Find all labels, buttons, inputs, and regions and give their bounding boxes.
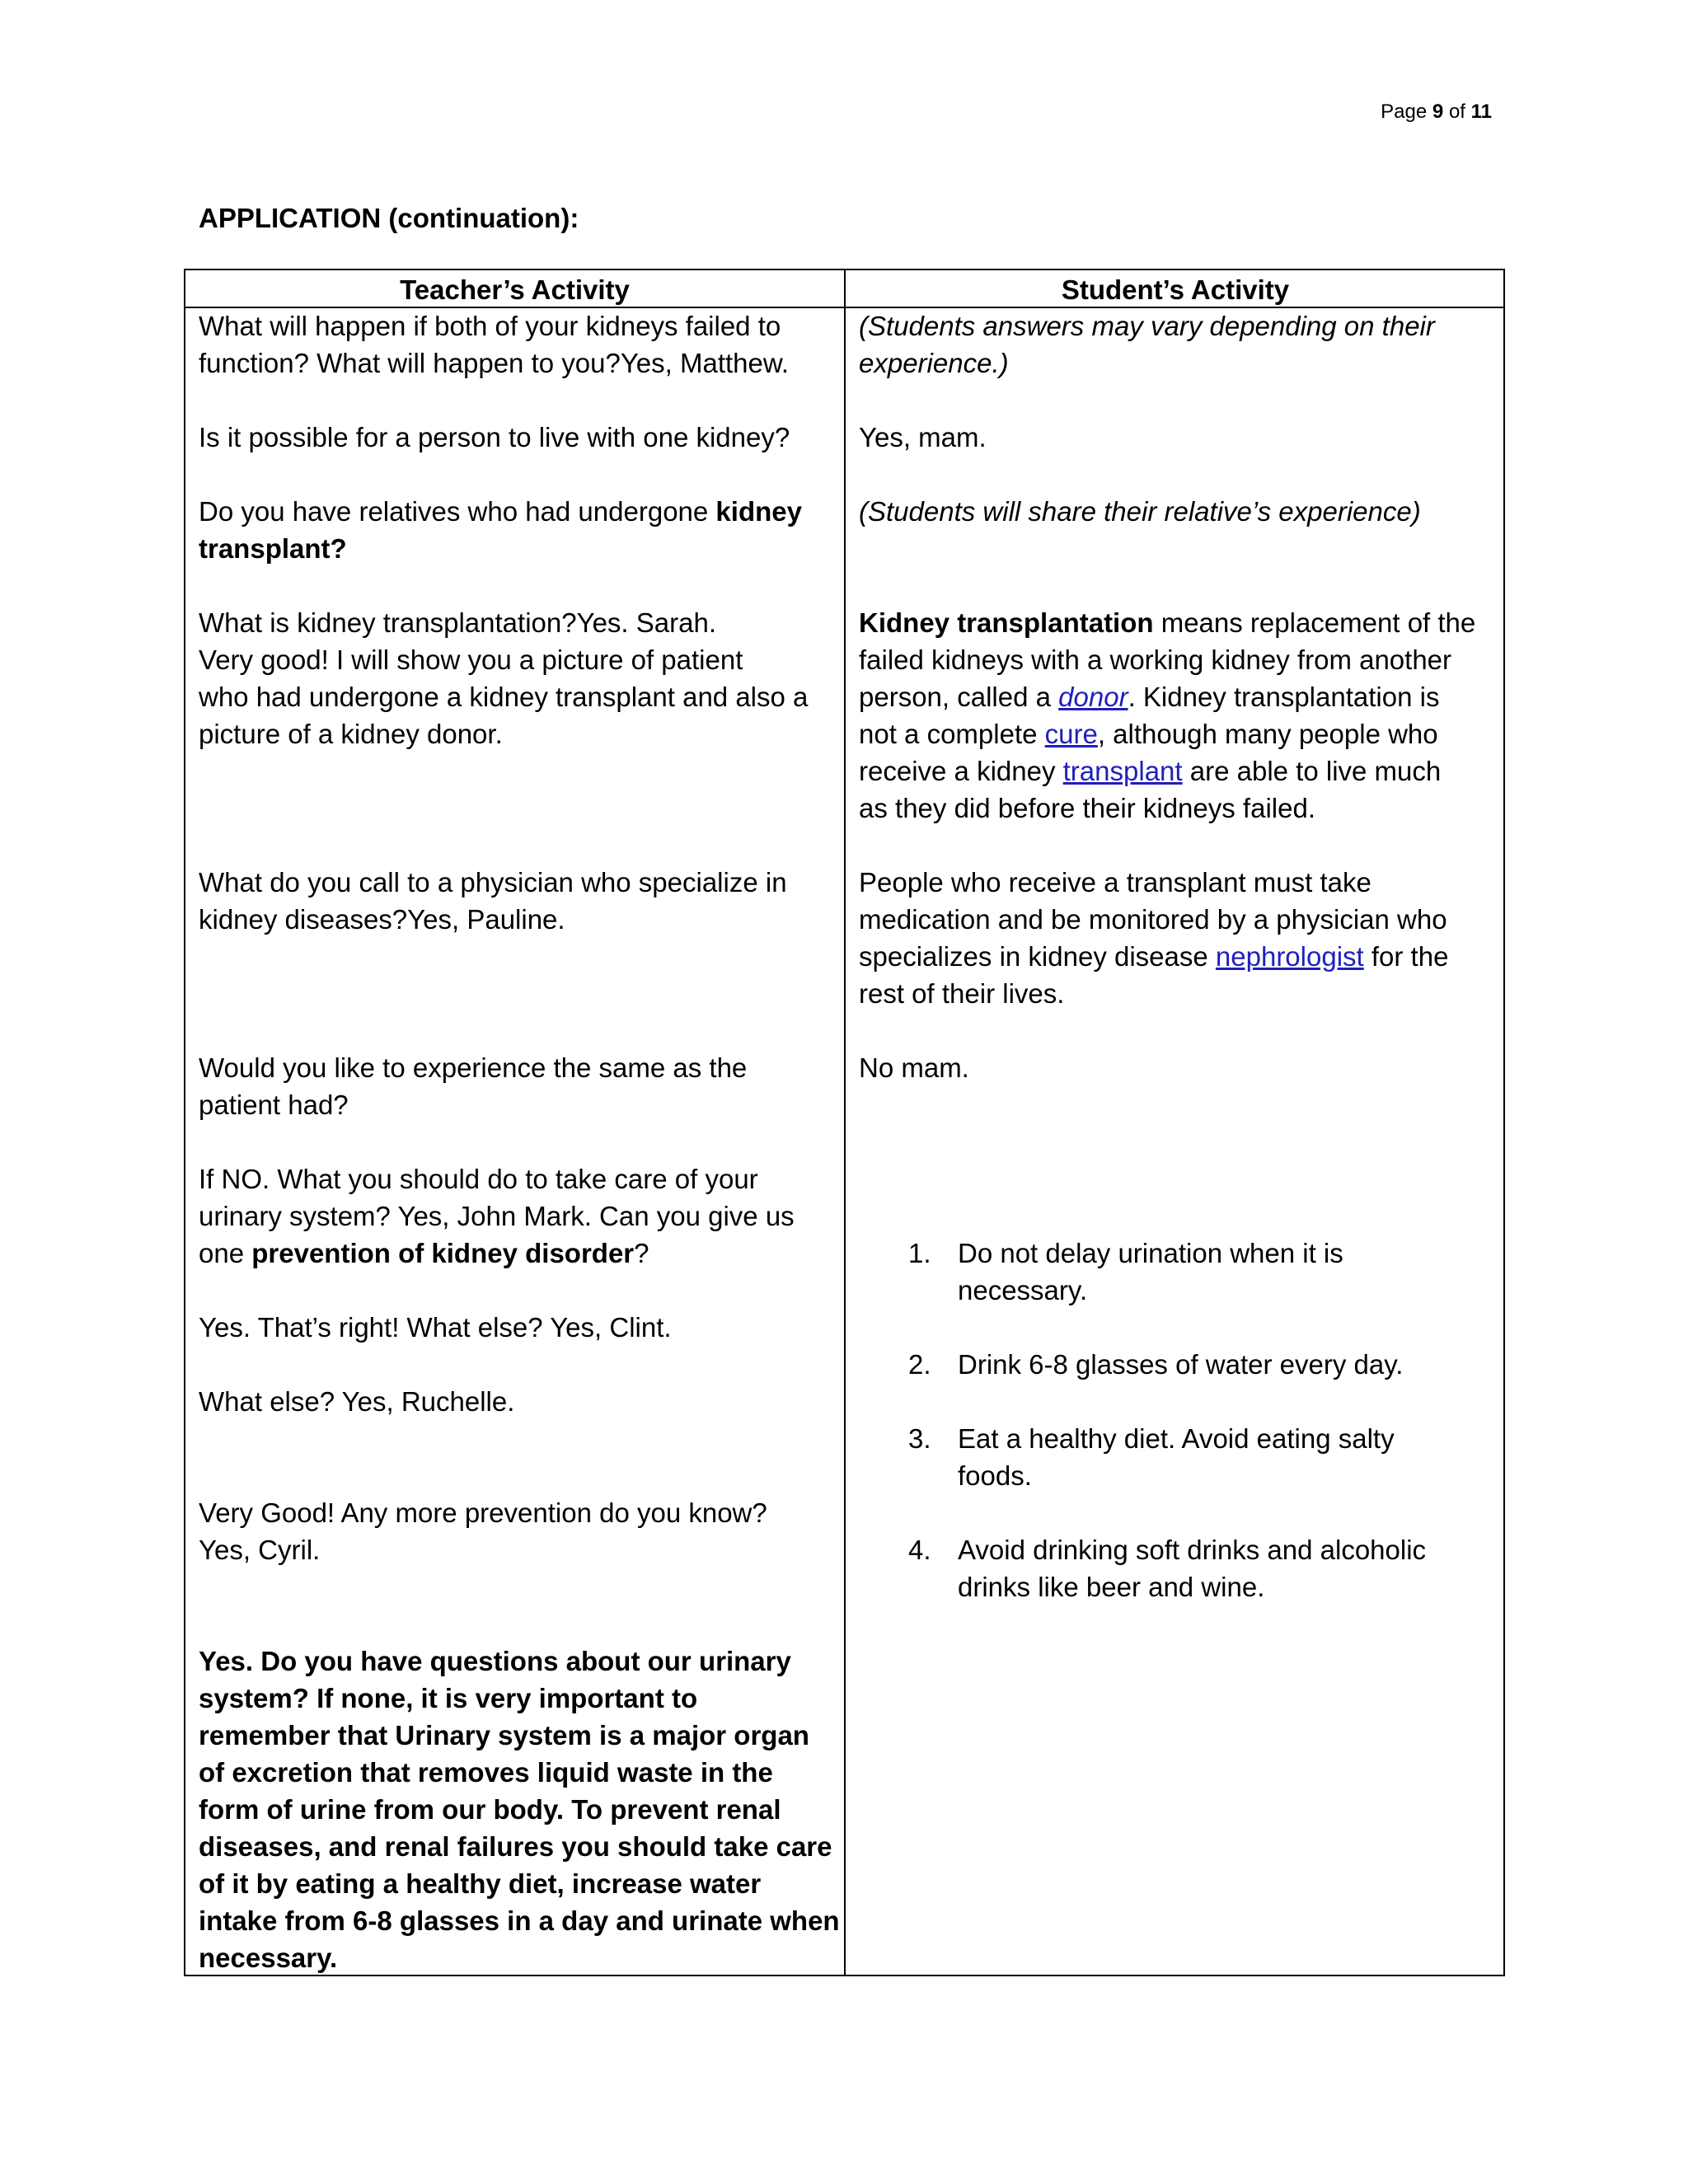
- teacher-q4-line4: picture of a kidney donor.: [199, 719, 503, 749]
- teacher-closing-line: form of urine from our body. To prevent renal: [199, 1794, 781, 1825]
- teacher-q5-line1: What do you call to a physician who specialize in: [199, 867, 787, 898]
- page-number-sep: of: [1448, 101, 1465, 123]
- donor-link[interactable]: donor: [1058, 682, 1128, 712]
- teacher-q9: What else? Yes, Ruchelle.: [199, 1386, 515, 1417]
- teacher-q4-line3: who had undergone a kidney transplant and also a: [199, 682, 809, 712]
- teacher-q7-line1: If NO. What you should do to take care of your: [199, 1164, 758, 1194]
- student-a5-line2: medication and be monitored by a physician who: [859, 904, 1447, 935]
- student-a4-line2: failed kidneys with a working kidney from another: [859, 644, 1452, 675]
- teacher-closing-line: Yes. Do you have questions about our urinary: [199, 1646, 791, 1676]
- teacher-q10-line2: Yes, Cyril.: [199, 1535, 321, 1565]
- page-number: [1376, 101, 1492, 124]
- teacher-closing-line: diseases, and renal failures you should take care: [199, 1831, 832, 1862]
- list-item-text: Avoid drinking soft drinks and alcoholic: [958, 1535, 1427, 1565]
- student-a4-bold: Kidney transplantation: [859, 607, 1154, 638]
- teacher-q4-line2: Very good! I will show you a picture of patient: [199, 644, 743, 675]
- transplant-link[interactable]: transplant: [1062, 756, 1183, 786]
- student-a5-line4: rest of their lives.: [859, 978, 1065, 1009]
- teacher-q6-line2: patient had?: [199, 1090, 349, 1120]
- student-a5-line3: [859, 938, 1448, 975]
- teacher-q3-line1: [199, 493, 802, 530]
- teacher-q8: Yes. That’s right! What else? Yes, Clint.: [199, 1312, 672, 1343]
- student-a5-l3-pre: specializes in kidney disease: [859, 941, 1216, 972]
- teacher-q7-line2: urinary system? Yes, John Mark. Can you give us: [199, 1201, 795, 1231]
- list-item-text: necessary.: [958, 1275, 1088, 1305]
- teacher-q5-line2: kidney diseases?Yes, Pauline.: [199, 904, 565, 935]
- teacher-closing-line: of excretion that removes liquid waste in the: [199, 1757, 773, 1788]
- teacher-q7-bold: prevention of kidney disorder: [251, 1238, 635, 1268]
- student-a5-l3-post: for the: [1363, 941, 1449, 972]
- student-a4-line6: as they did before their kidneys failed.: [859, 793, 1315, 823]
- section-title: APPLICATION (continuation):: [199, 203, 579, 233]
- teacher-q7-post: ?: [634, 1238, 649, 1268]
- student-a3: (Students will share their relative’s experience): [859, 496, 1421, 527]
- student-a1-line2: experience.): [859, 348, 1009, 378]
- list-item-text: Do not delay urination when it is: [958, 1238, 1343, 1268]
- page-number-prefix: Page: [1381, 101, 1428, 123]
- teacher-q1-line2: function? What will happen to you?Yes, Matthew.: [199, 348, 790, 378]
- student-a4-l5-post: are able to live much: [1182, 756, 1442, 786]
- teacher-q1-line1: What will happen if both of your kidneys failed to: [199, 311, 781, 341]
- teacher-q2: Is it possible for a person to live with one kidney?: [199, 422, 790, 452]
- student-a4-l4-pre: not a complete: [859, 719, 1045, 749]
- teacher-q4-line1: What is kidney transplantation?Yes. Sarah.: [199, 607, 716, 638]
- student-a4-line1: [859, 604, 1475, 641]
- student-a4-rest: means replacement of the: [1153, 607, 1476, 638]
- teacher-closing-line: intake from 6-8 glasses in a day and urinate when: [199, 1905, 840, 1936]
- header-teacher-activity: Teacher’s Activity: [400, 274, 630, 305]
- list-item-text: drinks like beer and wine.: [958, 1572, 1265, 1602]
- header-student-activity: Student’s Activity: [1061, 274, 1290, 305]
- student-a4-line4: [859, 715, 1438, 752]
- student-a2: Yes, mam.: [859, 422, 987, 452]
- teacher-q10-line1: Very Good! Any more prevention do you know?: [199, 1497, 767, 1528]
- list-item-text: Drink 6-8 glasses of water every day.: [958, 1349, 1404, 1380]
- student-a4-l3-post: . Kidney transplantation is: [1128, 682, 1440, 712]
- list-item-text: foods.: [958, 1460, 1032, 1491]
- column-divider: [844, 270, 846, 1975]
- teacher-closing-line: of it by eating a healthy diet, increase water: [199, 1868, 762, 1899]
- student-a4-l3-pre: person, called a: [859, 682, 1059, 712]
- list-item-text: Eat a healthy diet. Avoid eating salty: [958, 1423, 1395, 1454]
- teacher-q3-line2: transplant?: [199, 533, 347, 564]
- student-a4-l5-pre: receive a kidney: [859, 756, 1063, 786]
- teacher-q6-line1: Would you like to experience the same as the: [199, 1052, 748, 1083]
- student-a4-line3: [859, 678, 1439, 715]
- teacher-q7-line3: [199, 1235, 649, 1272]
- page-number-current: 9: [1432, 101, 1444, 123]
- cure-link[interactable]: cure: [1044, 719, 1098, 749]
- student-a6: No mam.: [859, 1052, 969, 1083]
- teacher-q3-text: Do you have relatives who had undergone: [199, 496, 716, 527]
- student-a1-line1: (Students answers may vary depending on their: [859, 311, 1435, 341]
- student-a5-line1: People who receive a transplant must take: [859, 867, 1372, 898]
- teacher-q3-bold: kidney: [715, 496, 802, 527]
- teacher-closing-line: system? If none, it is very important to: [199, 1683, 698, 1713]
- list-item-number: 3.: [908, 1423, 931, 1454]
- page-number-total: 11: [1470, 101, 1492, 123]
- list-item-number: 2.: [908, 1349, 931, 1380]
- teacher-closing-line: necessary.: [199, 1943, 338, 1973]
- student-a4-line5: [859, 752, 1441, 790]
- nephrologist-link[interactable]: nephrologist: [1215, 941, 1364, 972]
- list-item-number: 1.: [908, 1238, 931, 1268]
- student-a4-l4-post: , although many people who: [1097, 719, 1438, 749]
- teacher-q7-pre: one: [199, 1238, 252, 1268]
- list-item-number: 4.: [908, 1535, 931, 1565]
- teacher-closing-line: remember that Urinary system is a major organ: [199, 1720, 809, 1750]
